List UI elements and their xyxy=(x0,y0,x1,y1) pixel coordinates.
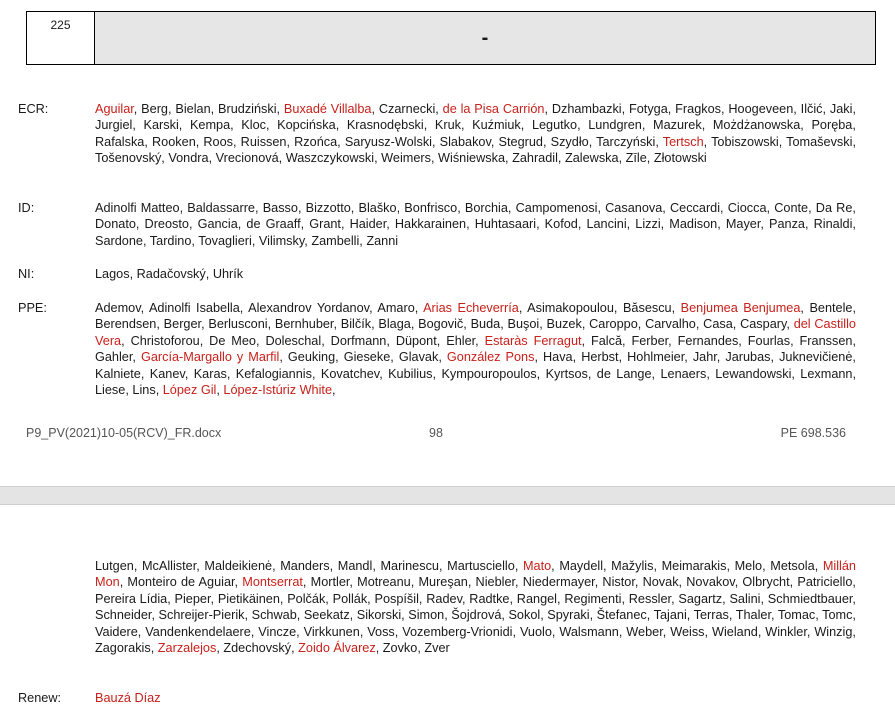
member-name: Herbst xyxy=(581,350,619,365)
member-name: Juknevičienė xyxy=(779,350,853,365)
member-name: Rangel xyxy=(516,591,558,606)
member-name: Niebler xyxy=(475,575,516,590)
member-name: Hava xyxy=(543,350,573,365)
member-name: Carvalho xyxy=(645,317,696,332)
member-name: Buda xyxy=(470,317,501,332)
member-name: Casanova xyxy=(605,201,663,215)
member-name: Zalewska xyxy=(564,151,619,166)
group-names: Lagos, Radačovský, Uhrík xyxy=(95,267,244,281)
member-name: Radev xyxy=(426,591,462,606)
member-name: Metsola xyxy=(770,559,815,573)
group-names: Adinolfi Matteo, Baldassarre, Basso, Bizzotto, Blaško, Bonfrisco, Borchia, Campomenosi, Casanova, Ceccardi, Ciocca, Conte, Da Re, Donato, Dreosto, Gancia, de Graaff, Grant, Haider, Hakkarainen, Huhtasaari, Kofod, Lancini, Lizzi, Madison, Mayer, Panza, Rinaldi, Sardone, Tardino, Tovaglieri, Vilimsky, Zambelli, Zanni xyxy=(95,201,856,248)
member-name: Voss xyxy=(367,624,395,639)
group-id xyxy=(18,200,856,249)
member-name: de Lange xyxy=(596,366,652,381)
member-name: Melo xyxy=(734,559,763,573)
member-name: Tarczyński xyxy=(596,134,656,149)
member-name: Šojdrová xyxy=(451,608,502,623)
member-name: Asimakopoulou xyxy=(527,301,614,315)
member-name: Roos xyxy=(203,134,234,149)
member-name: Panza xyxy=(769,217,805,232)
member-name: Rafalska xyxy=(95,134,145,149)
member-name: Zīle xyxy=(625,151,647,166)
member-name: Casa xyxy=(703,317,733,332)
member-name: Vuolo xyxy=(519,624,552,639)
member-name: Motreanu xyxy=(357,575,411,590)
member-name: Gieseke xyxy=(343,350,391,365)
member-name: Mato xyxy=(522,559,552,573)
member-name: Băsescu xyxy=(622,301,672,315)
member-name: Simon xyxy=(408,608,445,623)
member-name: Salini xyxy=(729,591,761,606)
member-name: Radtke xyxy=(469,591,510,606)
member-name: Tomc xyxy=(822,608,853,623)
group-ppe xyxy=(18,300,856,398)
group-label: ID: xyxy=(18,201,35,215)
member-name: Mayer xyxy=(725,217,761,232)
member-name: Arias Echeverría xyxy=(423,301,519,315)
member-name: Zagorakis xyxy=(95,641,151,656)
member-name: Lewandowski xyxy=(715,366,792,381)
member-name: Karski xyxy=(143,118,179,133)
member-name: Ilčić xyxy=(800,102,823,116)
member-name: Maldeikienė xyxy=(204,559,273,573)
member-name: De Meo xyxy=(209,333,256,348)
member-name: Schreijer-Pierik xyxy=(158,608,245,623)
member-name: Wiśniewska xyxy=(438,151,506,166)
member-name: Jaki xyxy=(829,102,853,116)
member-name: Hohlmeier xyxy=(627,350,685,365)
member-name: Basso xyxy=(262,201,298,215)
member-name: Seekatz xyxy=(303,608,350,623)
member-name: Falcă xyxy=(591,333,623,348)
member-name: Donato xyxy=(95,217,136,232)
member-name: Bentele xyxy=(809,301,853,315)
member-name: Rzońca xyxy=(294,134,338,149)
member-name: Ressler xyxy=(628,591,672,606)
member-name: Da Re xyxy=(815,201,853,215)
member-name: Olbrycht xyxy=(742,575,790,590)
member-name: Tajani xyxy=(653,608,687,623)
member-name: Dzhambazki xyxy=(551,102,622,116)
member-name: Meimarakis xyxy=(661,559,727,573)
member-name: Lexmann xyxy=(800,366,853,381)
member-name: Pospíšil xyxy=(374,591,419,606)
member-name: Fourlas xyxy=(747,333,791,348)
member-name: Kefalogiannis xyxy=(235,366,312,381)
member-name: Rooken xyxy=(152,134,196,149)
member-name: Gancia xyxy=(197,217,238,232)
member-name: Zambelli xyxy=(311,233,360,248)
member-name: Fernandes xyxy=(677,333,739,348)
group-names: Lutgen, McAllister, Maldeikienė, Manders, Mandl, Marinescu, Martusciello, Mato, Maydell, Mažylis, Meimarakis, Melo, Metsola, Millán Mon, Monteiro de Aguiar, Montserrat, Mortler, Motreanu, Mureşan, Niebler, Niedermayer, Nistor, Novak, Novakov, Olbrycht, Patriciello, Pereira Lídia, Pieper, Pietikäinen, Polčák, Pollák, Pospíšil, Radev, Radtke, Rangel, Regimenti, Ressler, Sagartz, Salini, Schmiedtbauer, Schneider, Schreijer-Pierik, Schwab, Seekatz, Sikorski, Simon, Šojdrová, Sokol, Spyraki, Štefanec, Tajani, Terras, Thaler, Tomac, Tomc, Vaidere, Vandenkendelaere, Vincze, Virkkunen, Voss, Vozemberg-Vrionidi, Vuolo, Walsmann, Weber, Weiss, Wieland, Winkler, Winzig, Zagorakis, Zarzalejos, Zdechovský, Zoido Álvarez, Zovko, Zver xyxy=(95,559,856,656)
member-name: Zoido Álvarez xyxy=(298,641,376,656)
member-name: Grant xyxy=(309,217,341,232)
member-name: Lagos xyxy=(95,267,130,281)
vote-result: - xyxy=(95,12,875,64)
member-name: Kuźmiuk xyxy=(472,118,521,133)
member-name: Weber xyxy=(626,624,663,639)
member-name: Walsmann xyxy=(559,624,619,639)
page-footer xyxy=(26,426,846,442)
member-name: Winzig xyxy=(814,624,853,639)
member-name: Madison xyxy=(669,217,718,232)
member-name: Kofod xyxy=(544,217,578,232)
group-names: Aguilar, Berg, Bielan, Brudziński, Buxadé Villalba, Czarnecki, de la Pisa Carrión, Dzhambazki, Fotyga, Fragkos, Hoogeveen, Ilčić, Jaki, Jurgiel, Karski, Kempa, Kloc, Kopcińska, Krasnodębski, Kruk, Kuźmiuk, Legutko, Lundgren, Mazurek, Możdżanowska, Poręba, Rafalska, Rooken, Roos, Ruissen, Rzońca, Saryusz-Wolski, Slabakov, Stegrud, Szydło, Tarczyński, Tertsch, Tobiszowski, Tomaševski, Tošenovský, Vondra, Vrecionová, Waszczykowski, Weimers, Wiśniewska, Zahradil, Zalewska, Zīle, Złotowski xyxy=(95,102,856,166)
member-name: Novakov xyxy=(686,575,735,590)
member-name: Lizzi xyxy=(635,217,661,232)
member-name: Bizzotto xyxy=(305,201,351,215)
member-name: McAllister xyxy=(141,559,197,573)
member-name: Tertsch xyxy=(662,134,704,149)
member-name: Amaro xyxy=(377,301,415,315)
member-name: Winkler xyxy=(765,624,807,639)
member-name: Krasnodębski xyxy=(346,118,424,133)
member-name: Tošenovský xyxy=(95,151,162,166)
member-name: Weiss xyxy=(670,624,705,639)
group-ecr xyxy=(18,101,856,167)
member-name: Tobiszowski xyxy=(711,134,779,149)
member-name: de Graaff xyxy=(246,217,301,232)
member-name: Martusciello xyxy=(447,559,515,573)
member-name: Ademov xyxy=(95,301,141,315)
member-name: Pieper xyxy=(174,591,211,606)
member-name: Dreosto xyxy=(144,217,189,232)
member-name: Zver xyxy=(424,641,450,656)
member-name: Baldassarre xyxy=(187,201,255,215)
member-name: Vilimsky xyxy=(258,233,305,248)
member-name: Kanev xyxy=(149,366,185,381)
member-name: Legutko xyxy=(531,118,578,133)
member-name: Ciocca xyxy=(727,201,767,215)
member-name: Fragkos xyxy=(675,102,722,116)
member-name: Franssen xyxy=(799,333,853,348)
member-name: Vozemberg-Vrionidi xyxy=(402,624,513,639)
group-renew xyxy=(18,690,856,706)
member-name: Gahler xyxy=(95,350,133,365)
member-name: Monteiro de Aguiar xyxy=(127,575,235,590)
member-name: Pereira Lídia xyxy=(95,591,168,606)
member-name: Hoogeveen xyxy=(728,102,794,116)
group-label: PPE: xyxy=(18,301,47,315)
member-name: Mazurek xyxy=(653,118,702,133)
member-name: Thaler xyxy=(735,608,772,623)
member-name: Berg xyxy=(141,102,168,116)
member-name: Bauzá Díaz xyxy=(95,691,161,705)
group-names xyxy=(95,690,856,706)
footer-reference: PE 698.536 xyxy=(780,426,846,440)
member-name: Vondra xyxy=(168,151,209,166)
member-name: Sikorski xyxy=(356,608,402,623)
member-name: Manders xyxy=(280,559,330,573)
member-name: Alexandrov Yordanov xyxy=(248,301,370,315)
member-name: Fotyga xyxy=(629,102,668,116)
member-name: Zdechovský xyxy=(223,641,292,656)
group-label: ECR: xyxy=(18,102,49,116)
member-name: Dorfmann xyxy=(330,333,387,348)
member-name: Poręba xyxy=(811,118,853,133)
member-name: García-Margallo y Marfil xyxy=(140,350,280,365)
member-name: del Castillo Vera xyxy=(95,317,856,348)
member-name: Mureşan xyxy=(418,575,468,590)
member-name: Adinolfi Matteo xyxy=(95,201,180,215)
member-name: Jahr xyxy=(692,350,717,365)
member-name: Kloc xyxy=(241,118,266,133)
member-name: Huhtasaari xyxy=(474,217,537,232)
member-name: Mandl xyxy=(337,559,373,573)
member-name: Düpont xyxy=(395,333,437,348)
member-name: Blaga xyxy=(378,317,411,332)
member-name: Terras xyxy=(693,608,729,623)
member-name: Slabakov xyxy=(439,134,491,149)
group-label: Renew: xyxy=(18,691,62,705)
member-name: Zanni xyxy=(366,233,399,248)
member-name: Niedermayer xyxy=(522,575,595,590)
footer-filename: P9_PV(2021)10-05(RCV)_FR.docx xyxy=(26,426,222,440)
member-name: Glavak xyxy=(398,350,439,365)
member-name: Ruissen xyxy=(240,134,287,149)
member-name: Millán Mon xyxy=(95,559,856,590)
member-name: Złotowski xyxy=(653,151,707,166)
member-name: Haider xyxy=(349,217,387,232)
member-name: Szydło xyxy=(550,134,589,149)
member-name: Bonfrisco xyxy=(404,201,458,215)
group-names: Ademov, Adinolfi Isabella, Alexandrov Yordanov, Amaro, Arias Echeverría, Asimakopoulou, Băsescu, Benjumea Benjumea, Bentele, Berendsen, Berger, Berlusconi, Bernhuber, Bilčík, Blaga, Bogovič, Buda, Buşoi, Buzek, Caroppo, Carvalho, Casa, Caspary, del Castillo Vera, Christoforou, De Meo, Doleschal, Dorfmann, Düpont, Ehler, Estaràs Ferragut, Falcă, Ferber, Fernandes, Fourlas, Franssen, Gahler, García-Margallo y Marfil, Geuking, Gieseke, Glavak, González Pons, Hava, Herbst, Hohlmeier, Jahr, Jarubas, Juknevičienė, Kalniete, Kanev, Karas, Kefalogiannis, Kovatchev, Kubilius, Kympouropoulos, Kyrtsos, de Lange, Lenaers, Lewandowski, Lexmann, Liese, Lins, López Gil, López-Istúriz White, xyxy=(95,301,857,398)
member-name: Estaràs Ferragut xyxy=(484,333,582,348)
member-name: Karas xyxy=(193,366,227,381)
member-name: Blaško xyxy=(358,201,397,215)
member-name: Zahradil xyxy=(512,151,558,166)
group-ppe-continued xyxy=(18,558,856,656)
member-name: Kubilius xyxy=(388,366,433,381)
member-name: Virkkunen xyxy=(303,624,360,639)
member-name: López Gil xyxy=(162,383,217,398)
member-name: Kalniete xyxy=(95,366,141,381)
member-name: Sokol xyxy=(508,608,541,623)
member-name: Rinaldi xyxy=(813,217,853,232)
member-name: Ferber xyxy=(631,333,669,348)
member-name: Patriciello xyxy=(797,575,853,590)
member-name: Campomenosi xyxy=(515,201,598,215)
member-name: Spyraki xyxy=(547,608,590,623)
member-name: Kempa xyxy=(189,118,231,133)
member-name: Zovko xyxy=(382,641,418,656)
member-name: Schmiedtbauer xyxy=(767,591,853,606)
footer-page-number: 98 xyxy=(429,426,443,440)
member-name: Sagartz xyxy=(678,591,723,606)
member-name: Kruk xyxy=(434,118,461,133)
member-name: Vandenkendelaere xyxy=(145,624,251,639)
member-name: Vrecionová xyxy=(215,151,279,166)
member-name: González Pons xyxy=(446,350,535,365)
group-label xyxy=(18,558,95,656)
member-name: Lutgen xyxy=(95,559,134,573)
member-name: Lundgren xyxy=(588,118,642,133)
member-name: Bilčík xyxy=(340,317,372,332)
member-name: Tomaševski xyxy=(786,134,853,149)
member-name: Maydell xyxy=(559,559,604,573)
member-name: Conte xyxy=(774,201,809,215)
member-name: Jurgiel xyxy=(95,118,133,133)
member-name: Mortler xyxy=(310,575,350,590)
member-name: Lenaers xyxy=(660,366,707,381)
member-name: Weimers xyxy=(381,151,431,166)
member-name: Kyrtsos xyxy=(545,366,588,381)
vote-header xyxy=(26,11,876,65)
member-name: Czarnecki xyxy=(378,102,436,116)
member-name: Brudziński xyxy=(218,102,277,116)
member-name: Jarubas xyxy=(725,350,771,365)
member-name: Schneider xyxy=(95,608,152,623)
member-name: Tomac xyxy=(777,608,816,623)
member-name: Vincze xyxy=(258,624,297,639)
member-name: Pollák xyxy=(332,591,368,606)
member-name: Lancini xyxy=(586,217,627,232)
member-name: Tovaglieri xyxy=(198,233,252,248)
member-name: Adinolfi Isabella xyxy=(148,301,240,315)
member-name: Hakkarainen xyxy=(394,217,467,232)
member-name: Bernhuber xyxy=(274,317,334,332)
member-name: Tardino xyxy=(149,233,192,248)
member-name: Benjumea Benjumea xyxy=(680,301,801,315)
member-name: Geuking xyxy=(287,350,336,365)
member-name: Waszczykowski xyxy=(285,151,375,166)
member-name: Berger xyxy=(163,317,202,332)
member-name: Buzek xyxy=(546,317,582,332)
member-name: Nistor xyxy=(602,575,635,590)
member-name: Zarzalejos xyxy=(157,641,217,656)
member-name: Berlusconi xyxy=(208,317,268,332)
member-name: Lins xyxy=(132,383,156,398)
member-name: Kympouropoulos xyxy=(441,366,537,381)
member-name: Buxadé Villalba xyxy=(283,102,372,116)
member-name: de la Pisa Carrión xyxy=(442,102,545,116)
member-name: Kovatchev xyxy=(320,366,380,381)
member-name: Ehler xyxy=(446,333,476,348)
member-name: Bielan xyxy=(175,102,211,116)
member-name: Pietikäinen xyxy=(217,591,280,606)
member-name: López-Istúriz White xyxy=(223,383,333,398)
member-name: Liese xyxy=(95,383,126,398)
vote-number: 225 xyxy=(27,12,95,64)
member-name: Ceccardi xyxy=(669,201,721,215)
member-name: Bogovič xyxy=(418,317,464,332)
member-name: Sardone xyxy=(95,233,143,248)
member-name: Regimenti xyxy=(564,591,622,606)
member-name: Stegrud xyxy=(498,134,543,149)
member-name: Marinescu xyxy=(380,559,439,573)
member-name: Wieland xyxy=(711,624,758,639)
member-name: Aguilar xyxy=(95,102,134,116)
member-name: Borchia xyxy=(464,201,508,215)
member-name: Schwab xyxy=(251,608,297,623)
member-name: Mažylis xyxy=(611,559,654,573)
member-name: Christoforou xyxy=(130,333,200,348)
member-name: Radačovský xyxy=(136,267,206,281)
member-name: Vaidere xyxy=(95,624,138,639)
group-label: NI: xyxy=(18,267,35,281)
member-name: Caroppo xyxy=(589,317,638,332)
member-name: Kopcińska xyxy=(277,118,336,133)
group-ni xyxy=(18,266,856,282)
member-name: Polčák xyxy=(287,591,326,606)
page-break xyxy=(0,486,895,505)
member-name: Buşoi xyxy=(507,317,540,332)
member-name: Uhrík xyxy=(212,267,244,281)
member-name: Montserrat xyxy=(242,575,303,590)
member-name: Štefanec xyxy=(596,608,647,623)
member-name: Caspary xyxy=(740,317,787,332)
member-name: Możdżanowska xyxy=(712,118,801,133)
member-name: Berendsen xyxy=(95,317,157,332)
member-name: Doleschal xyxy=(265,333,322,348)
member-name: Novak xyxy=(642,575,679,590)
member-name: Saryusz-Wolski xyxy=(344,134,432,149)
